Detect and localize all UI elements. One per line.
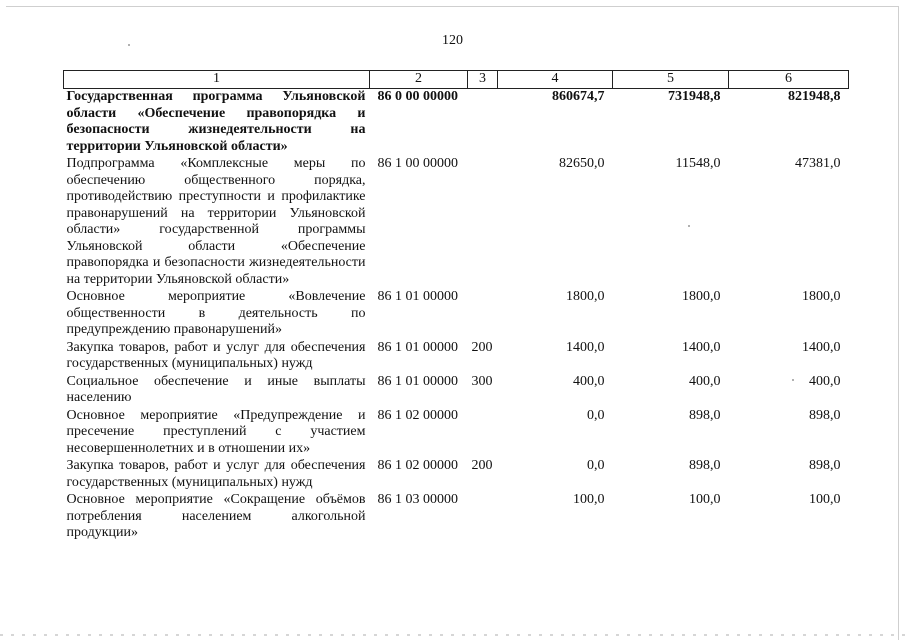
row-value-col5: 1800,0 (682, 289, 721, 304)
table-row (64, 288, 849, 339)
header-col-3: 3 (468, 71, 498, 89)
row-code: 86 1 03 00000 (377, 492, 458, 507)
row-value-col4: 0,0 (587, 407, 605, 423)
row-value-col5: 100,0 (689, 492, 721, 507)
row-value-col5: 11548,0 (675, 156, 721, 171)
row-value-col6: 47381,0 (795, 156, 841, 171)
row-code: 86 1 02 00000 (377, 458, 458, 473)
header-row (64, 71, 849, 89)
row-name: Основное мероприятие «Сокращение объёмов потребления населением алкогольной продукции» (66, 492, 366, 540)
page-number: 120 (442, 33, 463, 48)
row-expense-group: 200 (471, 458, 493, 473)
row-code: 86 1 00 00000 (377, 156, 458, 171)
row-name: Основное мероприятие «Вовлечение общественности в деятельность по предупреждению правонарушений» (66, 289, 366, 337)
row-value-col6: 400,0 (809, 373, 841, 389)
row-value-col5: 731948,8 (668, 89, 721, 104)
row-value-col6: 1800,0 (802, 289, 841, 304)
table-body (64, 89, 849, 542)
table-row (64, 457, 849, 491)
page-edge-right (898, 6, 899, 640)
budget-table (63, 70, 849, 542)
row-name: Основное мероприятие «Предупреждение и пресечение преступлений с участием несовершеннолетних и в отношении их» (66, 407, 366, 456)
row-expense-group (468, 407, 498, 458)
table-row (64, 89, 849, 156)
row-expense-group (468, 288, 498, 339)
row-name: Социальное обеспечение и иные выплаты населению (66, 373, 366, 405)
table-row (64, 407, 849, 458)
row-code: 86 0 00 00000 (377, 89, 458, 104)
row-value-col6: 1400,0 (802, 339, 841, 355)
row-value-col4: 400,0 (573, 373, 605, 389)
scan-speck (128, 44, 130, 46)
row-value-col6: 821948,8 (788, 89, 841, 104)
row-value-col5: 400,0 (689, 373, 721, 389)
row-name: Закупка товаров, работ и услуг для обеспечения государственных (муниципальных) нужд (66, 458, 366, 490)
table-header (64, 71, 849, 89)
row-expense-group: 300 (471, 373, 493, 389)
page-edge-top (6, 6, 899, 7)
row-code: 86 1 01 00000 (377, 289, 458, 304)
row-value-col4: 1800,0 (566, 289, 605, 304)
row-value-col4: 0,0 (587, 458, 605, 473)
row-expense-group (468, 89, 498, 156)
table-row (64, 155, 849, 288)
row-value-col5: 1400,0 (682, 339, 721, 355)
row-value-col4: 860674,7 (552, 89, 605, 104)
header-col-5: 5 (613, 71, 729, 89)
row-name: Подпрограмма «Комплексные меры по обеспечению общественного порядка, противодействию преступности и профилактике правонарушений на территории Ульяновской области» государственной программы Ульяновской области «Обеспечение правопорядка и безопасности жизнедеятельности на территории Ульяновской области» (66, 156, 366, 287)
table-row (64, 491, 849, 542)
scan-speck (792, 379, 794, 381)
row-value-col6: 898,0 (809, 458, 841, 473)
row-value-col4: 1400,0 (566, 339, 605, 355)
row-value-col4: 100,0 (573, 492, 605, 507)
row-code: 86 1 01 00000 (377, 339, 458, 355)
row-value-col4: 82650,0 (559, 156, 605, 171)
header-col-2: 2 (370, 71, 468, 89)
row-value-col6: 100,0 (809, 492, 841, 507)
row-value-col5: 898,0 (689, 458, 721, 473)
table-row (64, 339, 849, 373)
row-expense-group: 200 (471, 339, 493, 355)
row-name: Закупка товаров, работ и услуг для обеспечения государственных (муниципальных) нужд (66, 339, 366, 371)
scan-artifact-line (0, 634, 905, 636)
row-name: Государственная программа Ульяновской области «Обеспечение правопорядка и безопасности жизнедеятельности на территории Ульяновской области» (66, 89, 366, 154)
header-col-4: 4 (498, 71, 613, 89)
row-code: 86 1 01 00000 (377, 373, 458, 389)
scan-speck (688, 225, 690, 227)
table-row (64, 373, 849, 407)
row-value-col6: 898,0 (809, 407, 841, 423)
row-expense-group (468, 155, 498, 288)
header-col-1: 1 (64, 71, 370, 89)
header-col-6: 6 (729, 71, 849, 89)
row-value-col5: 898,0 (689, 407, 721, 423)
row-expense-group (468, 491, 498, 542)
row-code: 86 1 02 00000 (377, 407, 458, 423)
